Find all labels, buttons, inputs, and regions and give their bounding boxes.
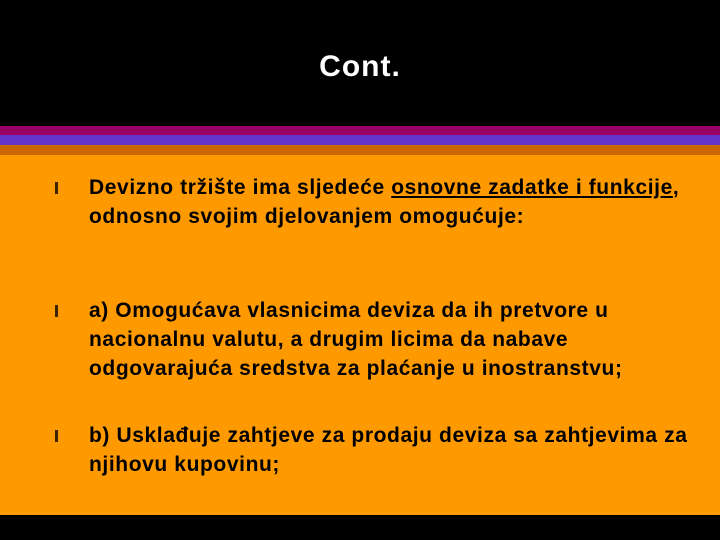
bullet-text-2: a) Omogućava vlasnicima deviza da ih pretvore u nacionalnu valutu, a drugim licima da nabave odgovarajuća sredstva za plaćanje u inostranstvu; (89, 299, 623, 380)
bullet-marker-icon (55, 182, 58, 194)
underlined-phrase: osnovne zadatke i funkcije (391, 176, 673, 199)
bullet-marker-icon (55, 305, 58, 317)
bullet-marker-icon (55, 430, 58, 442)
bullet-text-1: Devizno tržište ima sljedeće osnovne zadatke i funkcije, odnosno svojim djelovanjem omogućuje: (89, 176, 680, 228)
stripe-bottom (0, 145, 720, 155)
content-area (0, 155, 720, 515)
bullet-text-3: b) Usklađuje zahtjeve za prodaju deviza sa zahtjevima za njihovu kupovinu; (89, 424, 688, 476)
stripe-middle (0, 135, 720, 145)
stripe-top (0, 126, 720, 135)
slide-title: Cont. (319, 50, 401, 83)
